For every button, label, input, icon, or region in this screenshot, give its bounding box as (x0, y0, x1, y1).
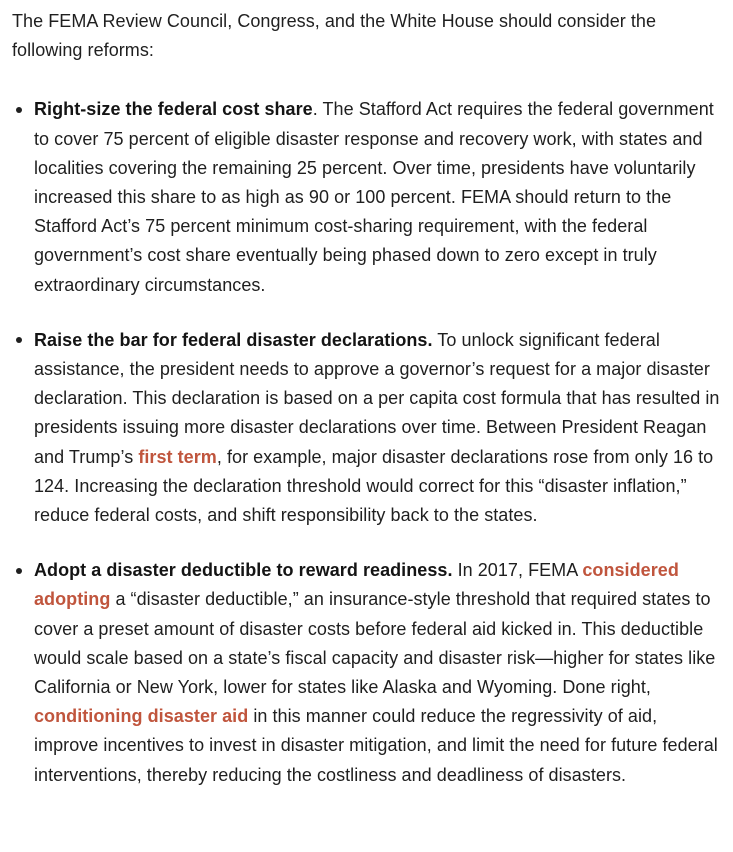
bullet-icon (15, 326, 23, 355)
reform-text: in this manner could reduce the regressivity of aid, improve incentives to invest in disaster mitigation, and limit the need for future federal interventions, thereby reducing the costliness and deadliness of disasters. (34, 706, 718, 785)
reform-text: , for example, major disaster declarations rose from only 16 to 124. Increasing the declaration threshold would correct for this “disaster inflation,” reduce federal costs, and shift responsibility back to the states. (34, 446, 714, 526)
bullet-icon (15, 556, 23, 585)
first-term-link[interactable]: first term (138, 446, 217, 467)
reform-lead: Raise the bar for federal disaster declarations. (34, 329, 433, 350)
bullet-icon (15, 95, 23, 124)
conditioning-disaster-aid-link[interactable]: conditioning disaster aid (34, 706, 249, 727)
reform-text: To unlock significant federal assistance, the president needs to approve a governor’s request for a major disaster declaration. This declaration is based on a per capita cost formula that has resulted in presidents issuing more disaster declarations over time. Between President Reagan and Trump’s (34, 329, 720, 467)
reforms-list (12, 95, 721, 789)
reform-item-deductible (12, 556, 724, 790)
considered-adopting-link[interactable]: considered adopting (34, 560, 679, 610)
reform-text: In 2017, FEMA (452, 560, 583, 581)
reform-text: . The Stafford Act requires the federal government to cover 75 percent of eligible disaster response and recovery work, with states and localities covering the remaining 25 percent. Over time, presidents have voluntarily increased this share to as high as 90 or 100 percent. FEMA should return to the Stafford Act’s 75 percent minimum cost-sharing requirement, with the federal government’s cost share eventually being phased down to zero except in truly extraordinary circumstances. (34, 99, 714, 295)
reform-lead: Adopt a disaster deductible to reward readiness. (34, 560, 453, 581)
reform-lead: Right-size the federal cost share (34, 99, 313, 120)
reform-item-cost-share (12, 95, 724, 299)
reform-item-declarations (12, 326, 724, 530)
intro-paragraph: The FEMA Review Council, Congress, and the White House should consider the following reforms: (12, 11, 657, 61)
reform-text: a “disaster deductible,” an insurance-style threshold that required states to cover a preset amount of disaster costs before federal aid kicked in. This deductible would scale based on a state’s fiscal capacity and disaster risk—higher for states like California or New York, lower for states like Alaska and Wyoming. Done right, (34, 589, 716, 698)
